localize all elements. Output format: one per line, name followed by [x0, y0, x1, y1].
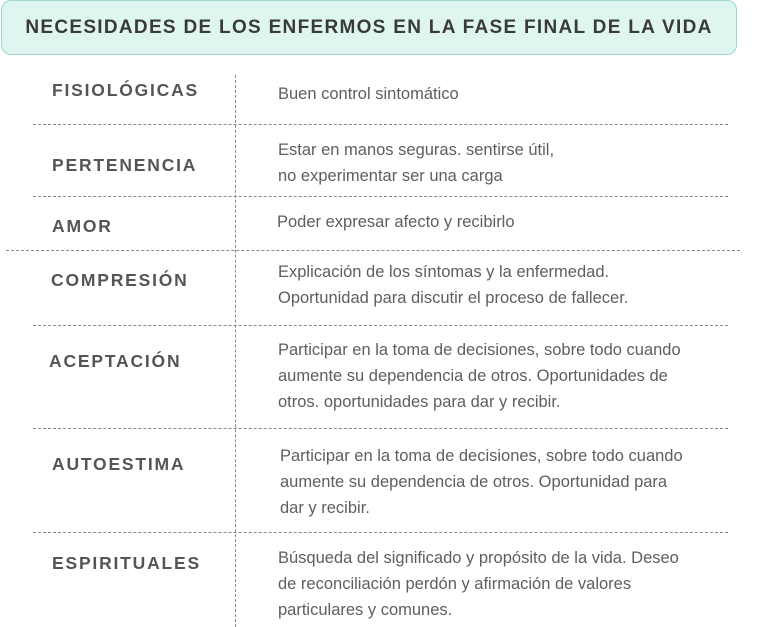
description-line: de reconciliación perdón y afirmación de valores [278, 575, 632, 593]
category-autoestima: AUTOESTIMA [52, 454, 186, 474]
description-autoestima [280, 443, 683, 521]
row-divider [33, 532, 728, 533]
description-pertenencia [278, 137, 554, 189]
category-fisiologicas: FISIOLÓGICAS [52, 80, 200, 100]
row-divider [33, 196, 728, 197]
category-aceptacion: ACEPTACIÓN [49, 351, 182, 371]
description-line: Explicación de los síntomas y la enfermedad. [278, 263, 610, 281]
column-divider [235, 75, 236, 627]
description-line: no experimentar ser una carga [278, 167, 503, 185]
description-espirituales [278, 545, 679, 623]
row-divider [33, 428, 728, 429]
category-compresion: COMPRESIÓN [51, 270, 189, 290]
description-line: Poder expresar afecto y recibirlo [277, 213, 515, 231]
description-line: aumente su dependencia de otros. Oportunidades de [278, 367, 668, 385]
title-banner [1, 0, 737, 55]
description-line: aumente su dependencia de otros. Oportunidad para [280, 473, 668, 491]
description-line: Oportunidad para discutir el proceso de fallecer. [278, 289, 629, 307]
row-divider [6, 250, 740, 251]
category-amor: AMOR [52, 216, 113, 236]
description-amor [277, 209, 515, 235]
row-divider [33, 124, 728, 125]
category-espirituales: ESPIRITUALES [52, 553, 201, 573]
page-title: NECESIDADES DE LOS ENFERMOS EN LA FASE FINAL DE LA VIDA [25, 16, 713, 38]
description-aceptacion [278, 337, 681, 415]
description-line: Participar en la toma de decisiones, sobre todo cuando [280, 447, 683, 465]
description-fisiologicas [278, 81, 459, 107]
description-line: otros. oportunidades para dar y recibir. [278, 393, 561, 411]
description-line: particulares y comunes. [278, 601, 453, 619]
description-line: Buen control sintomático [278, 85, 459, 103]
description-line: Búsqueda del significado y propósito de la vida. Deseo [278, 549, 679, 567]
description-compresion [278, 259, 628, 311]
row-divider [33, 325, 728, 326]
description-line: Estar en manos seguras. sentirse útil, [278, 141, 555, 159]
description-line: Participar en la toma de decisiones, sobre todo cuando [278, 341, 681, 359]
description-line: dar y recibir. [280, 499, 370, 517]
category-pertenencia: PERTENENCIA [52, 155, 198, 175]
